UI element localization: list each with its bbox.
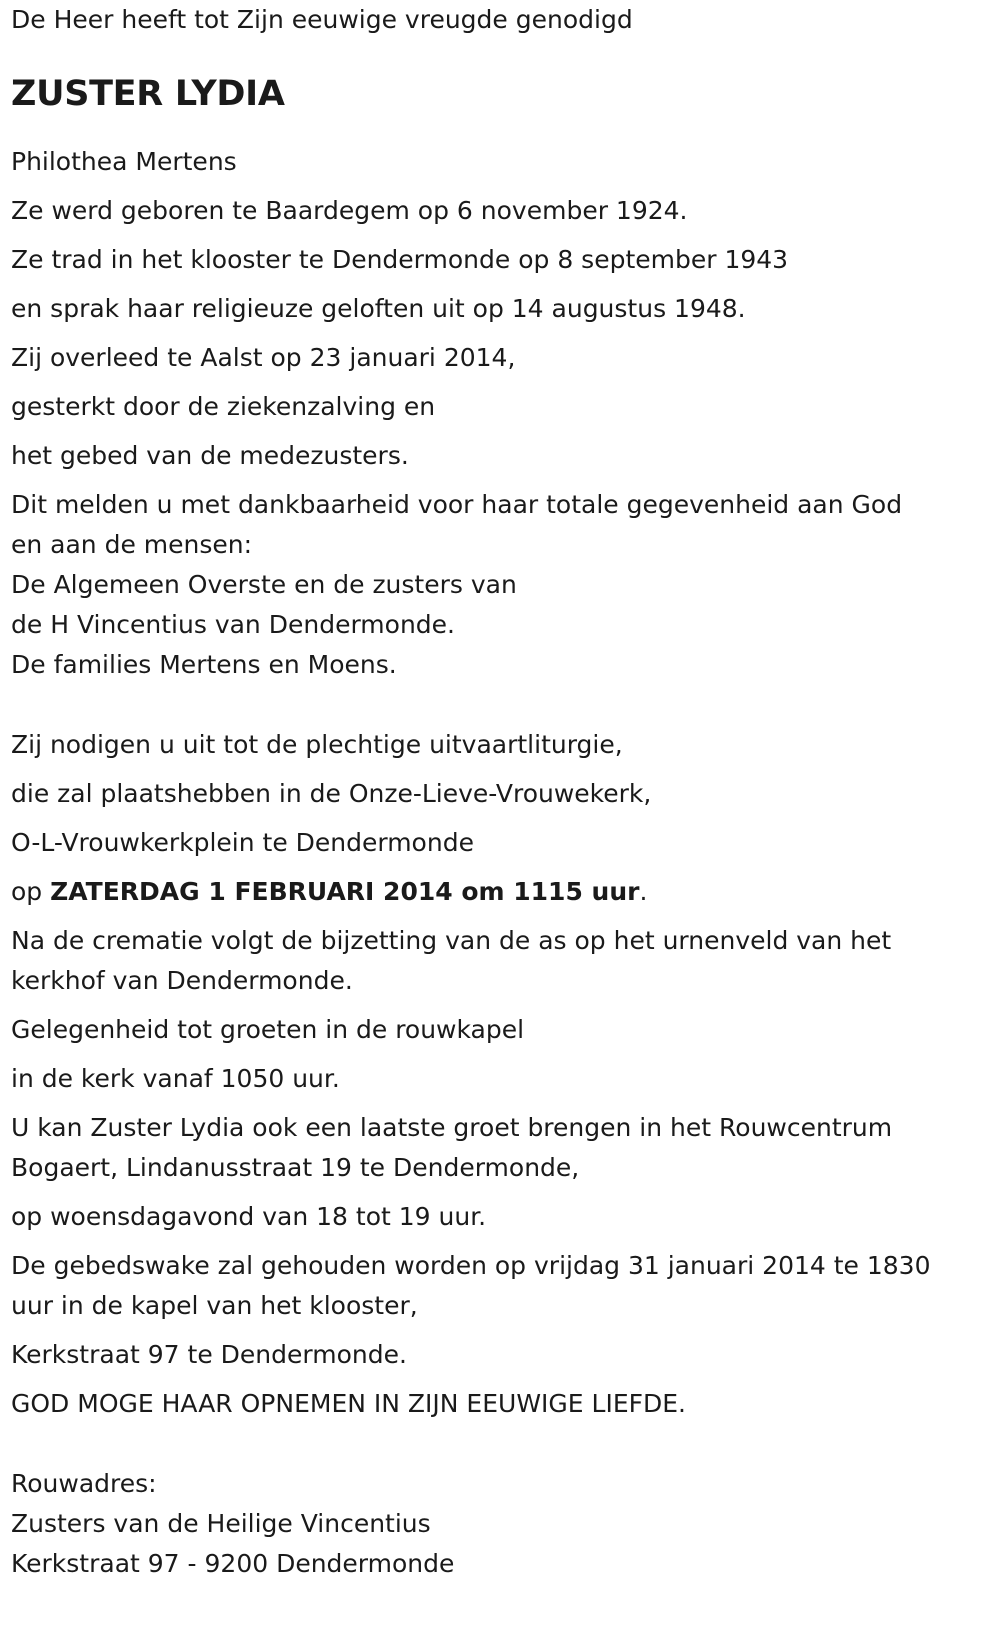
date-prefix: op	[11, 877, 51, 906]
address-line: Kerkstraat 97 - 9200 Dendermonde	[11, 1549, 455, 1578]
last-greeting-line: op woensdagavond van 18 tot 19 uur.	[11, 1202, 487, 1231]
notice-title: ZUSTER LYDIA	[11, 74, 285, 114]
date-suffix: .	[639, 877, 648, 906]
announce-line: De Algemeen Overste en de zusters van	[11, 570, 517, 599]
vows-line: en sprak haar religieuze geloften uit op 14 augustus 1948.	[11, 294, 746, 323]
vigil-line: Kerkstraat 97 te Dendermonde.	[11, 1340, 407, 1369]
mourning-address-block	[11, 1464, 980, 1584]
vigil-block	[11, 1246, 980, 1326]
vigil-line: uur in de kapel van het klooster,	[11, 1291, 418, 1320]
last-greeting-line: U kan Zuster Lydia ook een laatste groet brengen in het Rouwcentrum	[11, 1113, 893, 1142]
intro-text: De Heer heeft tot Zijn eeuwige vreugde genodigd	[11, 5, 633, 34]
greeting-line: Gelegenheid tot groeten in de rouwkapel	[11, 1015, 525, 1044]
announcement-block	[11, 485, 980, 685]
cremation-block	[11, 921, 980, 1001]
last-greeting-block	[11, 1108, 980, 1188]
announce-line: Dit melden u met dankbaarheid voor haar totale gegevenheid aan God	[11, 490, 903, 519]
cremation-line: kerkhof van Dendermonde.	[11, 966, 353, 995]
birth-line: Ze werd geboren te Baardegem op 6 november 1924.	[11, 196, 688, 225]
announce-line: de H Vincentius van Dendermonde.	[11, 610, 455, 639]
funeral-date: ZATERDAG 1 FEBRUARI 2014 om 1115 uur	[50, 877, 640, 906]
invitation-line: Zij nodigen u uit tot de plechtige uitvaartliturgie,	[11, 730, 623, 759]
strengthened-line: gesterkt door de ziekenzalving en	[11, 392, 436, 421]
announce-line: en aan de mensen:	[11, 530, 253, 559]
funeral-date-line	[11, 872, 980, 912]
announce-line: De families Mertens en Moens.	[11, 650, 397, 679]
death-line: Zij overleed te Aalst op 23 januari 2014,	[11, 343, 516, 372]
prayer-line: het gebed van de medezusters.	[11, 441, 409, 470]
civil-name: Philothea Mertens	[11, 147, 237, 176]
spacer	[11, 685, 980, 725]
last-greeting-line: Bogaert, Lindanusstraat 19 te Dendermonde,	[11, 1153, 580, 1182]
entered-line: Ze trad in het klooster te Dendermonde op 8 september 1943	[11, 245, 789, 274]
vigil-line: De gebedswake zal gehouden worden op vrijdag 31 januari 2014 te 1830	[11, 1251, 931, 1280]
greeting-line: in de kerk vanaf 1050 uur.	[11, 1064, 340, 1093]
place-line: O-L-Vrouwkerkplein te Dendermonde	[11, 828, 474, 857]
address-label: Rouwadres:	[11, 1469, 157, 1498]
place-line: die zal plaatshebben in de Onze-Lieve-Vrouwekerk,	[11, 779, 652, 808]
cremation-line: Na de crematie volgt de bijzetting van de as op het urnenveld van het	[11, 926, 892, 955]
address-line: Zusters van de Heilige Vincentius	[11, 1509, 431, 1538]
spacer	[11, 1424, 980, 1464]
closing-line: GOD MOGE HAAR OPNEMEN IN ZIJN EEUWIGE LIEFDE.	[11, 1389, 686, 1418]
